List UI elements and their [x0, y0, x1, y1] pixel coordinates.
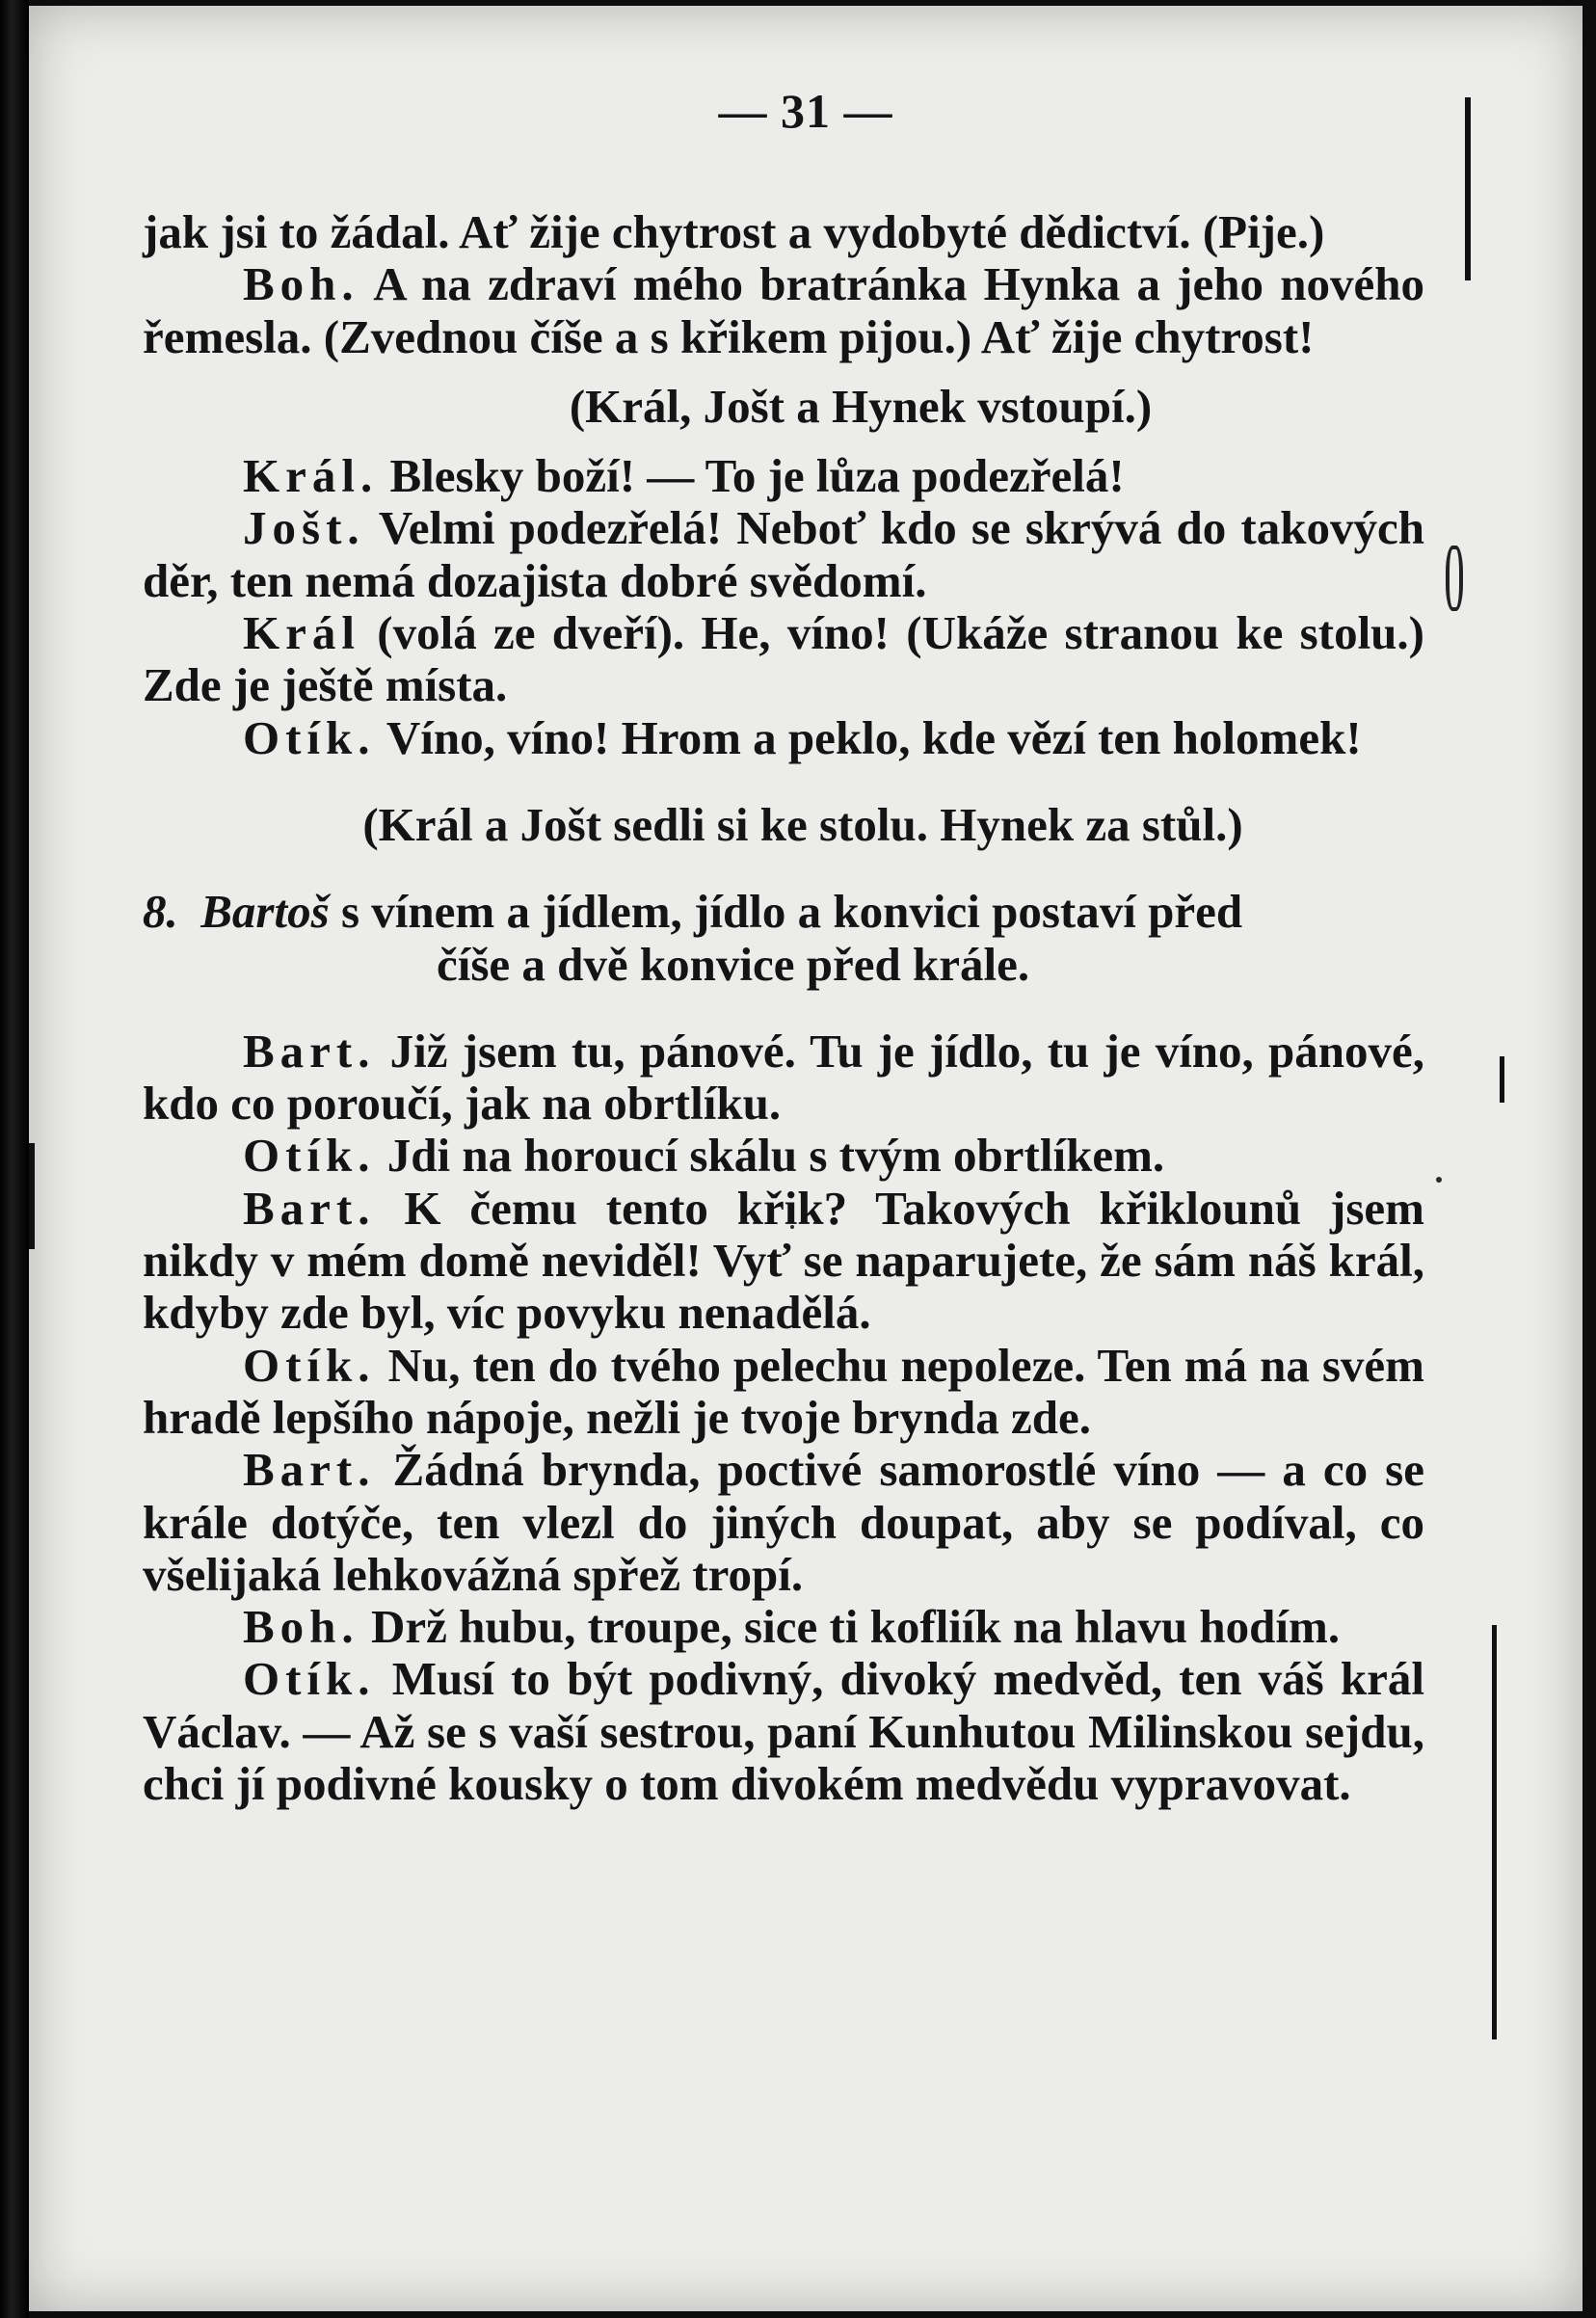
- speech-paragraph: [143, 258, 1424, 363]
- speech-paragraph: [143, 712, 1424, 764]
- speaker-name: Boh.: [243, 257, 359, 311]
- speech-paragraph: [143, 1601, 1424, 1653]
- paragraph: jak jsi to žádal. Ať žije chytrost a vydobyté dědictví. (Pije.): [143, 205, 1325, 258]
- margin-pencil-mark: [1492, 1625, 1497, 2039]
- speech-paragraph: [143, 450, 1424, 502]
- margin-pencil-mark: [29, 1143, 35, 1249]
- speech-paragraph: [143, 1183, 1424, 1340]
- stage-direction: (Král, Jošt a Hynek vstoupí.): [569, 379, 1153, 433]
- speaker-name: Bart.: [243, 1443, 376, 1497]
- speaker-name: Otík.: [243, 710, 376, 764]
- speech-paragraph: [143, 1444, 1424, 1601]
- body-text: [143, 206, 1424, 1810]
- speaker-name: Jošt.: [243, 501, 365, 555]
- speech-text: Musí to být podivný, divoký medvěd, ten váš král Václav. — Až se s vaší sestrou, paní Kunhutou Milinskou sejdu, chci jí podivné kousky o tom divokém medvědu vypravovat.: [143, 1652, 1424, 1811]
- scene-text: s vínem a jídlem, jídlo a konvici postaví před: [329, 885, 1243, 939]
- speaker-name: Otík.: [243, 1129, 376, 1183]
- speech-paragraph: [143, 1340, 1424, 1445]
- scan-left-edge: [0, 0, 29, 2318]
- margin-pencil-mark: [1500, 1056, 1504, 1103]
- speech-text: Velmi podezřelá! Neboť kdo se skrývá do takových děr, ten nemá dozajista dobré svědomí.: [143, 501, 1424, 607]
- stage-direction: (Král a Jošt sedli si ke stolu. Hynek za stůl.): [362, 797, 1243, 851]
- speech-paragraph: [143, 607, 1424, 712]
- speech-text: Nu, ten do tvého pelechu nepoleze. Ten má na svém hradě lepšího nápoje, nežli je tvoje brynda zde.: [143, 1338, 1424, 1444]
- speaker-name: Král.: [243, 449, 379, 503]
- page-number: — 31 —: [718, 84, 893, 138]
- speaker-name: Bart.: [243, 1181, 376, 1235]
- speaker-name: Boh.: [243, 1600, 359, 1654]
- speaker-name: Král: [243, 606, 360, 660]
- speech-text: Drž hubu, troupe, sice ti kofliík na hlavu hodím.: [359, 1600, 1341, 1654]
- scene-heading: [143, 886, 1424, 991]
- scene-heading-line: [143, 886, 1424, 938]
- scene-number: 8.: [143, 885, 178, 939]
- speech-text: A na zdraví mého bratránka Hynka a jeho nového řemesla. (Zvednou číše a s křikem pijou.) Ať žije chytrost!: [143, 257, 1424, 363]
- margin-scribble: [1446, 546, 1463, 611]
- speech-paragraph: [143, 1026, 1424, 1131]
- speech-text: Jdi na horoucí skálu s tvým obrtlíkem.: [375, 1129, 1165, 1183]
- scene-person: Bartoš: [200, 885, 330, 939]
- speech-text: (volá ze dveří). He, víno! (Ukáže stranou ke stolu.) Zde je ještě místa.: [143, 606, 1424, 712]
- speech-text: Blesky boží! — To je lůza podezřelá!: [378, 449, 1125, 503]
- speaker-name: Bart.: [243, 1024, 376, 1078]
- speaker-name: Otík.: [243, 1652, 376, 1706]
- speech-text: Již jsem tu, pánové. Tu je jídlo, tu je víno, pánové, kdo co poroučí, jak na obrtlíku.: [143, 1024, 1424, 1131]
- speck: [1436, 1177, 1442, 1183]
- speaker-name: Otík.: [243, 1338, 376, 1392]
- speech-text: K čemu tento křik? Takových křiklounů jsem nikdy v mém domě neviděl! Vyť se naparujete, že sám náš král, kdyby zde byl, víc povyku nenadělá.: [143, 1181, 1424, 1340]
- speech-text: Žádná brynda, poctivé samorostlé víno — a co se krále dotýče, ten vlezl do jiných doupat, aby se podíval, co všelijaká lehkovážná spřež tropí.: [143, 1443, 1424, 1601]
- speech-paragraph: [143, 502, 1424, 607]
- speech-text: Víno, víno! Hrom a peklo, kde vězí ten holomek!: [375, 710, 1362, 764]
- speech-paragraph: [143, 1130, 1424, 1182]
- book-page: [29, 6, 1583, 2311]
- speech-paragraph: [143, 1653, 1424, 1810]
- scene-text: číše a dvě konvice před krále.: [437, 937, 1030, 991]
